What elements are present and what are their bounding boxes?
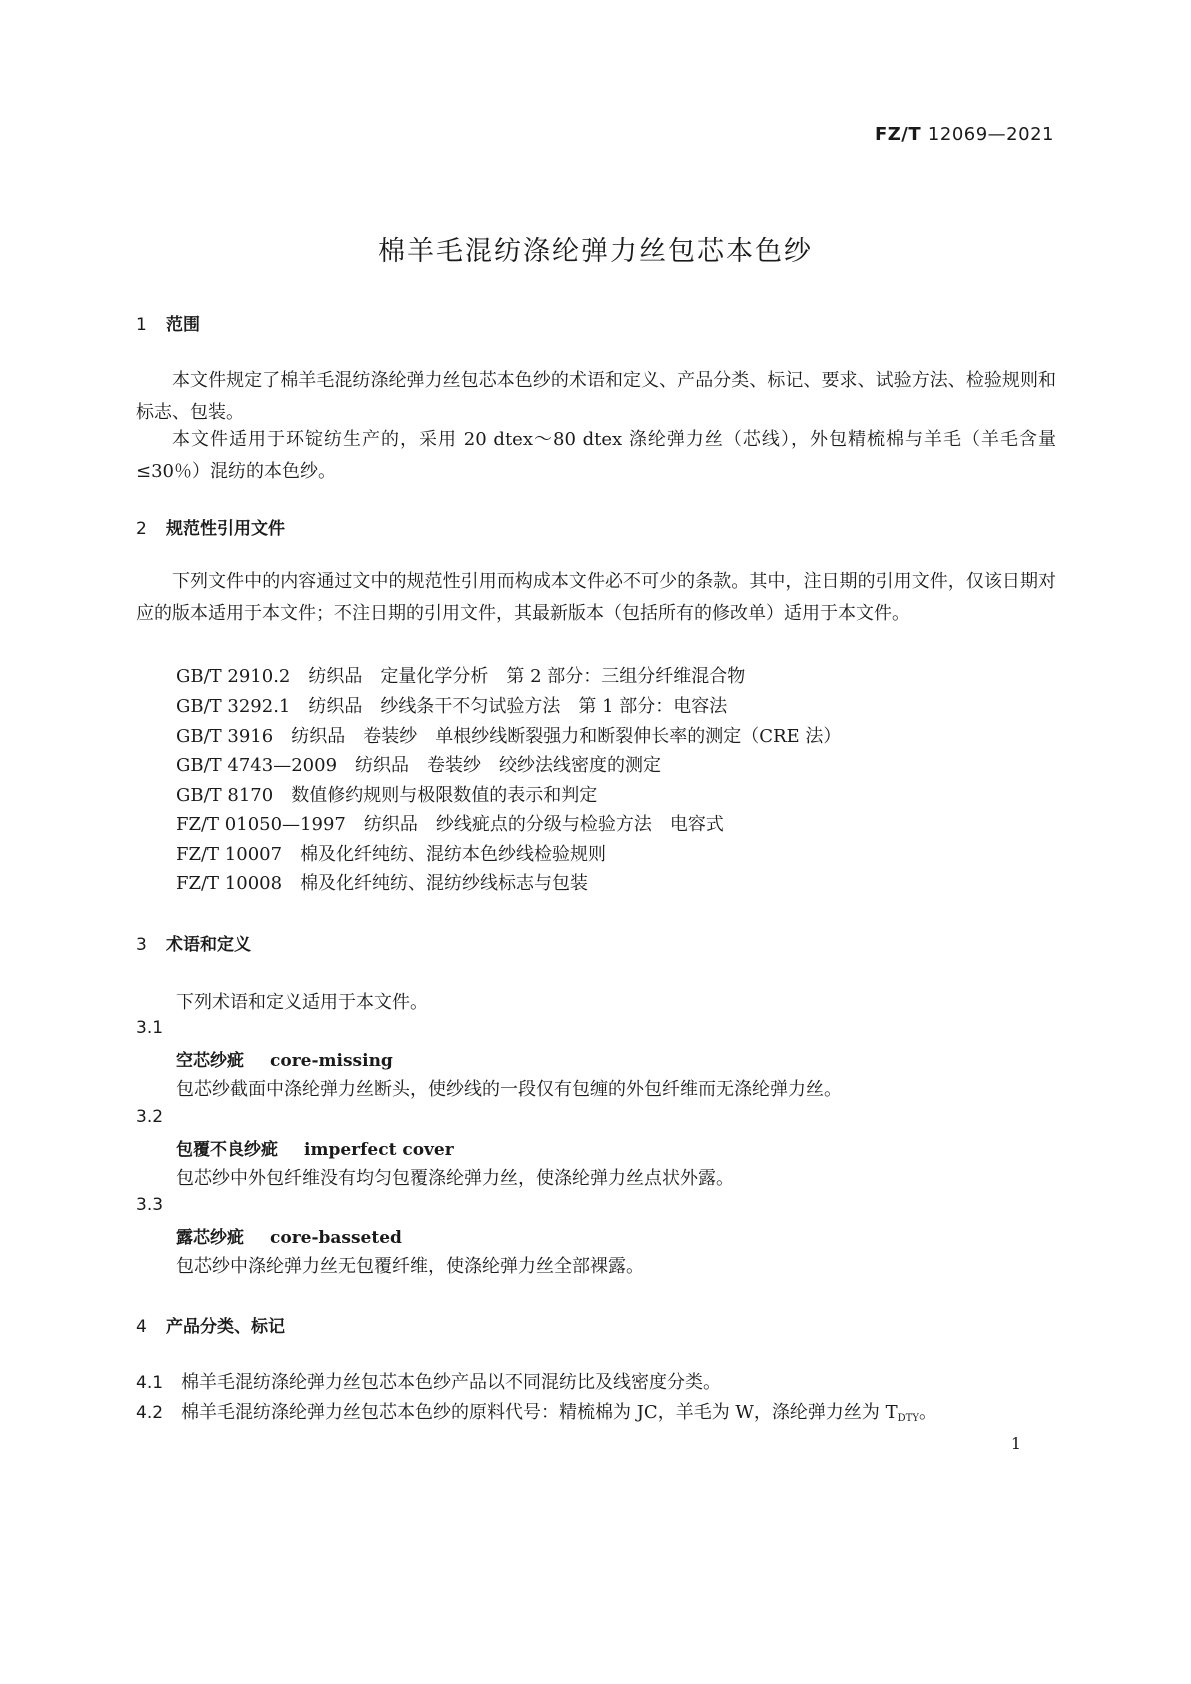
reference-title: 数值修约规则与极限数值的表示和判定: [291, 785, 598, 806]
reference-code: GB/T 2910.2: [176, 666, 291, 687]
reference-title: 纺织品 纱线疵点的分级与检验方法 电容式: [363, 814, 724, 835]
section-title: 术语和定义: [166, 935, 251, 955]
section-number: 3: [136, 935, 147, 955]
clause-tail: 。: [918, 1402, 937, 1423]
reference-code: GB/T 3916: [176, 726, 274, 747]
reference-title: 纺织品 纱线条干不匀试验方法 第 1 部分：电容法: [308, 696, 728, 717]
section-number: 4: [136, 1317, 147, 1337]
document-title: 棉羊毛混纺涤纶弹力丝包芯本色纱: [378, 236, 813, 267]
standard-prefix: FZ/T: [874, 124, 922, 145]
reference-code: GB/T 3292.1: [176, 696, 291, 717]
reference-code: FZ/T 10008: [176, 873, 283, 894]
section-title: 规范性引用文件: [166, 519, 285, 539]
clause-text: 棉羊毛混纺涤纶弹力丝包芯本色纱产品以不同混纺比及线密度分类。: [181, 1372, 721, 1393]
reference-title: 纺织品 定量化学分析 第 2 部分：三组分纤维混合物: [308, 666, 746, 687]
term-heading: [176, 1046, 393, 1071]
section-title: 产品分类、标记: [166, 1317, 285, 1337]
section-heading-1: [136, 310, 200, 335]
term-number: 3.3: [136, 1195, 164, 1215]
term-zh: 露芯纱疵: [176, 1228, 244, 1248]
term-zh: 空芯纱疵: [176, 1051, 244, 1071]
term-zh: 包覆不良纱疵: [176, 1140, 278, 1160]
reference-item: [176, 781, 597, 807]
reference-title: 纺织品 卷装纱 单根纱线断裂强力和断裂伸长率的测定（CRE 法）: [291, 726, 842, 747]
normative-intro: 下列文件中的内容通过文中的规范性引用而构成本文件必不可少的条款。其中，注日期的引用文件，仅该日期对应的版本适用于本文件；不注日期的引用文件，其最新版本（包括所有的修改单）适用于本文件。: [136, 571, 1056, 624]
reference-item: [176, 722, 841, 748]
section-number: 2: [136, 519, 147, 539]
term-number: 3.2: [136, 1107, 164, 1127]
reference-item: [176, 810, 724, 836]
clause-number: 4.1: [136, 1373, 164, 1393]
terms-intro: 下列术语和定义适用于本文件。: [176, 992, 428, 1013]
reference-code: FZ/T 01050—1997: [176, 814, 346, 835]
section-title: 范围: [166, 315, 200, 335]
term-en: core-basseted: [270, 1228, 402, 1248]
section-heading-2: [136, 514, 285, 539]
reference-title: 棉及化纤纯纺、混纺本色纱线检验规则: [300, 844, 607, 865]
reference-item: [176, 751, 661, 777]
reference-item: [176, 840, 606, 866]
standard-number: 12069—2021: [927, 124, 1054, 145]
clause-subscript: DTY: [897, 1413, 919, 1424]
scope-paragraph-1: 本文件规定了棉羊毛混纺涤纶弹力丝包芯本色纱的术语和定义、产品分类、标记、要求、试验方法、检验规则和标志、包装。: [136, 370, 1056, 423]
clause-number: 4.2: [136, 1403, 164, 1423]
reference-item: [176, 692, 727, 718]
reference-code: GB/T 8170: [176, 785, 274, 806]
term-definition: 包芯纱中涤纶弹力丝无包覆纤维，使涤纶弹力丝全部裸露。: [176, 1256, 644, 1277]
clause-4-1: [136, 1368, 721, 1394]
reference-title: 纺织品 卷装纱 绞纱法线密度的测定: [355, 755, 662, 776]
reference-item: [176, 869, 588, 895]
reference-code: FZ/T 10007: [176, 844, 283, 865]
scope-paragraph-2: 本文件适用于环锭纺生产的，采用 20 dtex～80 dtex 涤纶弹力丝（芯线），外包精梳棉与羊毛（羊毛含量≤30％）混纺的本色纱。: [136, 429, 1056, 482]
reference-code: GB/T 4743—2009: [176, 755, 338, 776]
standard-code: [875, 124, 1054, 145]
reference-item: [176, 662, 745, 688]
term-definition: 包芯纱截面中涤纶弹力丝断头，使纱线的一段仅有包缠的外包纤维而无涤纶弹力丝。: [176, 1079, 842, 1100]
section-heading-3: [136, 930, 251, 955]
reference-title: 棉及化纤纯纺、混纺纱线标志与包装: [300, 873, 589, 894]
clause-4-2: [136, 1398, 937, 1424]
clause-text: 棉羊毛混纺涤纶弹力丝包芯本色纱的原料代号：精梳棉为 JC，羊毛为 W，涤纶弹力丝为 T: [181, 1402, 898, 1423]
term-number: 3.1: [136, 1018, 164, 1038]
term-en: imperfect cover: [304, 1140, 454, 1160]
term-definition: 包芯纱中外包纤维没有均匀包覆涤纶弹力丝，使涤纶弹力丝点状外露。: [176, 1168, 734, 1189]
term-heading: [176, 1135, 454, 1160]
section-heading-4: [136, 1312, 285, 1337]
page-number: 1: [1010, 1434, 1021, 1453]
section-number: 1: [136, 315, 147, 335]
term-heading: [176, 1223, 402, 1248]
term-en: core-missing: [270, 1051, 393, 1071]
